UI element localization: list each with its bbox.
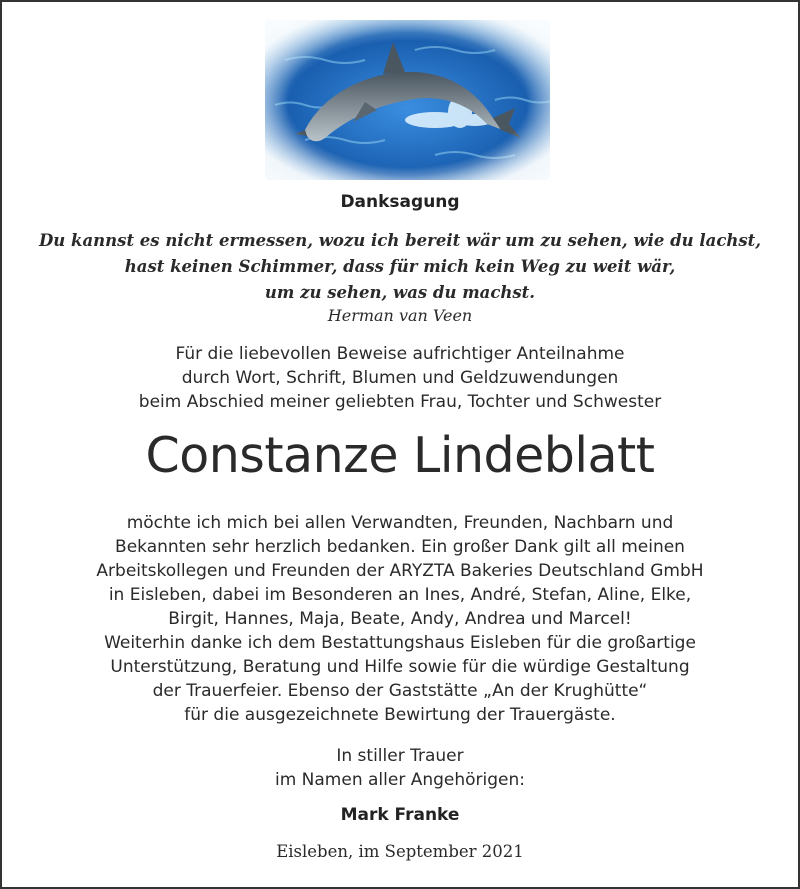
deceased-name: Constanze Lindeblatt [145,427,655,484]
intro-line: Für die liebevollen Beweise aufrichtiger Anteilnahme [175,344,625,364]
body-line: Arbeitskollegen und Freunden der ARYZTA Bakeries Deutschland GmbH [96,561,704,581]
closing-line: im Namen aller Angehörigen: [274,770,526,790]
quote-line: Du kannst es nicht ermessen, wozu ich bereit wär um zu sehen, wie du lachst, [38,231,762,250]
quote [0,228,800,306]
body-text [0,511,800,727]
intro-line: beim Abschied meiner geliebten Frau, Tochter und Schwester [138,392,662,412]
body-line: möchte ich mich bei allen Verwandten, Freunden, Nachbarn und [126,513,674,533]
body-line: für die ausgezeichnete Bewirtung der Trauergäste. [184,705,616,725]
place-date: Eisleben, im September 2021 [276,842,524,861]
intro-text [0,342,800,414]
heading: Danksagung [340,192,460,212]
quote-line: hast keinen Schimmer, dass für mich kein Weg zu weit wär, [124,257,676,276]
quote-author: Herman van Veen [327,306,473,325]
body-line: Birgit, Hannes, Maja, Beate, Andy, Andrea und Marcel! [168,609,632,629]
body-line: Unterstützung, Beratung und Hilfe sowie für die würdige Gestaltung [110,657,690,677]
intro-line: durch Wort, Schrift, Blumen und Geldzuwendungen [181,368,619,388]
body-line: in Eisleben, dabei im Besonderen an Ines, André, Stefan, Aline, Elke, [108,585,692,605]
signer-name: Mark Franke [340,805,460,825]
closing-line: In stiller Trauer [336,746,464,766]
closing-text [0,744,800,792]
body-line: Bekannten sehr herzlich bedanken. Ein großer Dank gilt all meinen [115,537,685,557]
body-line: der Trauerfeier. Ebenso der Gaststätte „An der Krughütte“ [152,681,648,701]
quote-line: um zu sehen, was du machst. [264,283,536,302]
body-line: Weiterhin danke ich dem Bestattungshaus Eisleben für die großartige [104,633,696,653]
dolphin-photo-icon [265,20,550,180]
